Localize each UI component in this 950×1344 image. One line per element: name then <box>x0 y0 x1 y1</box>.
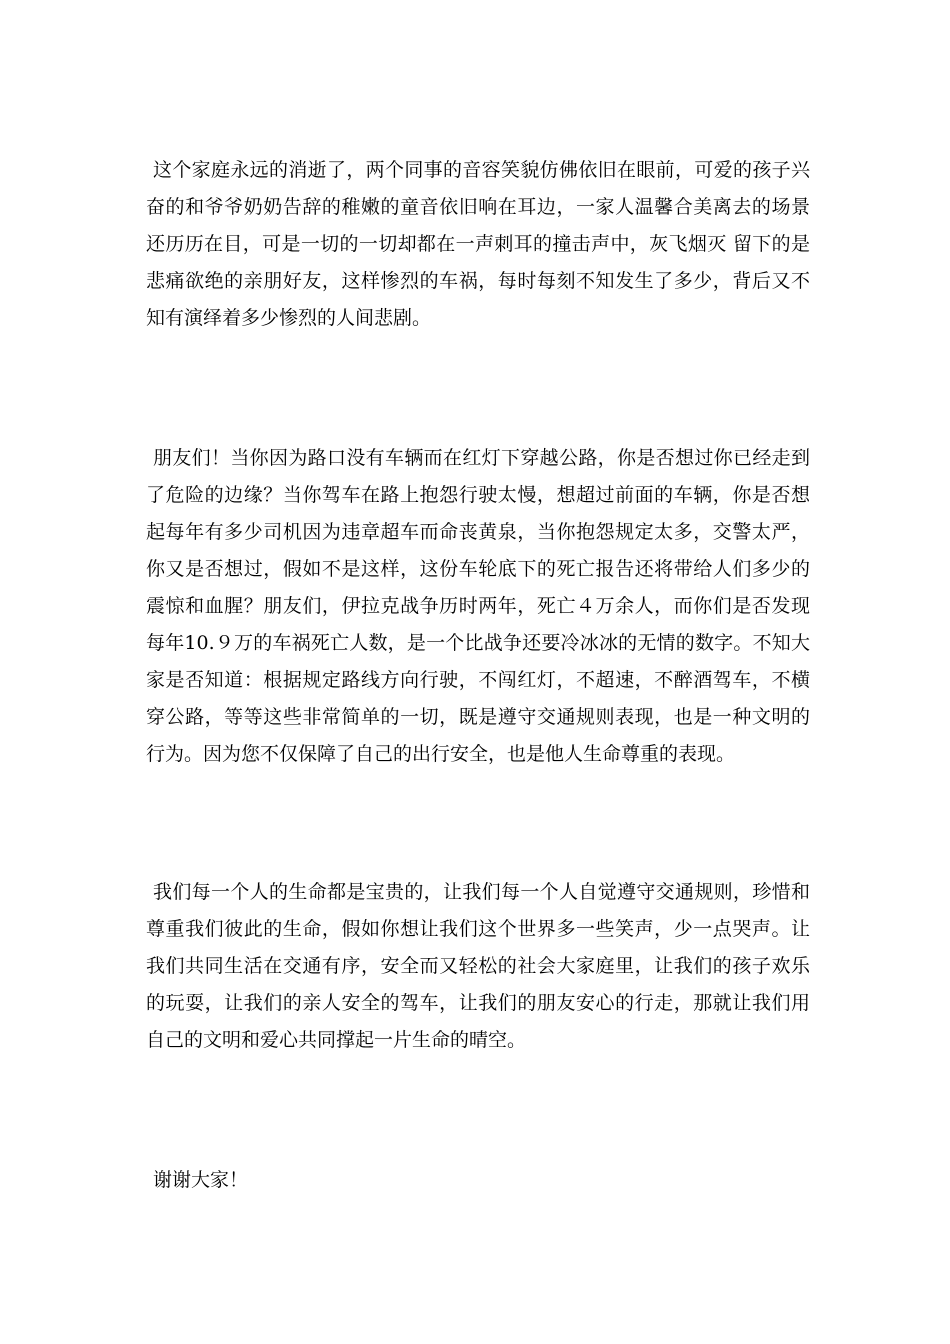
paragraph-tragedy: 这个家庭永远的消逝了，两个同事的音容笑貌仿佛依旧在眼前，可爱的孩子兴奋的和爷爷奶奶告辞的稚嫩的童音依旧响在耳边，一家人温馨合美离去的场景还历历在目，可是一切的一切却都在一声刺耳的撞击声中，灰飞烟灭 留下的是悲痛欲绝的亲朋好友，这样惨烈的车祸，每时每刻不知发生了多少，背后又不知有演绎着多少惨烈的人间悲剧。 <box>146 159 810 329</box>
paragraph-thanks: 谢谢大家！ <box>153 1169 249 1191</box>
paragraph-friends: 朋友们！当你因为路口没有车辆而在红灯下穿越公路，你是否想过你已经走到了危险的边缘？当你驾车在路上抱怨行驶太慢，想超过前面的车辆，你是否想起每年有多少司机因为违章超车而命丧黄泉，当你抱怨规定太多，交警太严，你又是否想过，假如不是这样，这份车轮底下的死亡报告还将带给人们多少的震惊和血腥？朋友们，伊拉克战争历时两年，死亡４万余人，而你们是否发现每年10.９万的车祸死亡人数，是一个比战争还要冷冰冰的无情的数字。不知大家是否知道：根据规定路线方向行驶，不闯红灯，不超速，不醉酒驾车，不横穿公路，等等这些非常简单的一切，既是遵守交通规则表现，也是一种文明的行为。因为您不仅保障了自己的出行安全，也是他人生命尊重的表现。 <box>146 447 810 765</box>
paragraph-appeal: 我们每一个人的生命都是宝贵的，让我们每一个人自觉遵守交通规则，珍惜和尊重我们彼此的生命，假如你想让我们这个世界多一些笑声，少一点哭声。让我们共同生活在交通有序，安全而又轻松的社会大家庭里，让我们的孩子欢乐的玩耍，让我们的亲人安全的驾车，让我们的朋友安心的行走，那就让我们用自己的文明和爱心共同撑起一片生命的晴空。 <box>146 881 810 1051</box>
